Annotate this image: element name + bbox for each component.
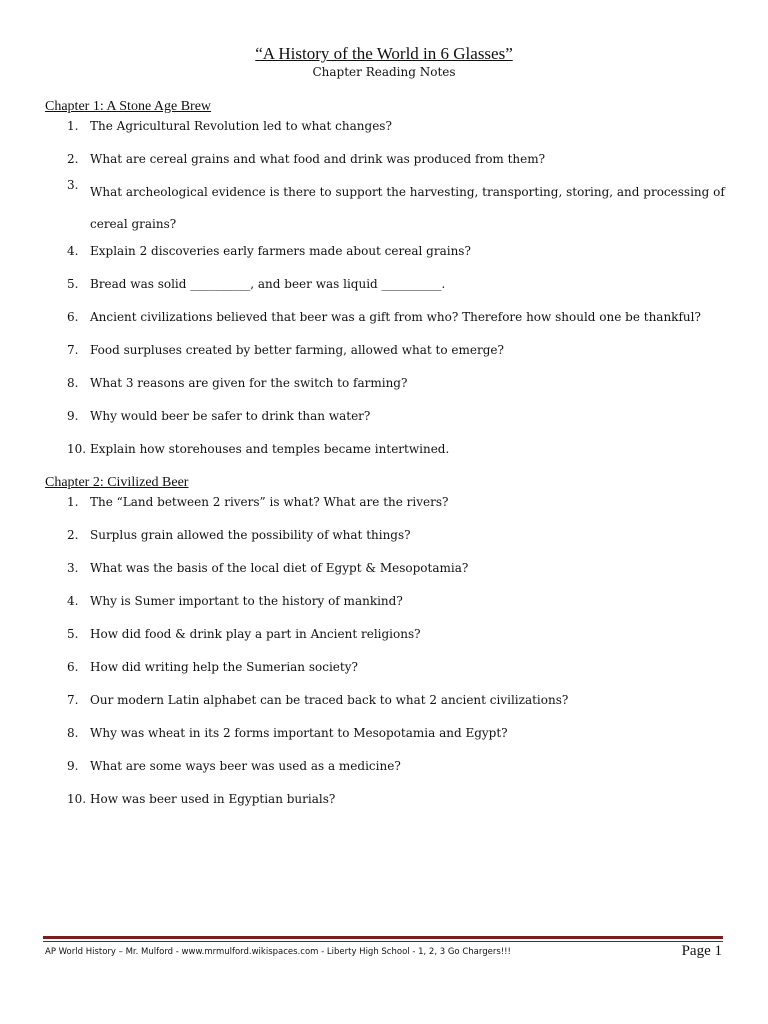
question-text: Bread was solid __________, and beer was liquid __________. <box>90 277 446 291</box>
page-number: Page 1 <box>681 943 722 959</box>
chapter-1-section <box>45 98 735 473</box>
question-number: 1. <box>67 119 79 133</box>
question-item <box>45 493 735 526</box>
question-number: 9. <box>67 759 79 773</box>
question-number: 7. <box>67 693 79 707</box>
question-number: 5. <box>67 627 79 641</box>
question-number: 7. <box>67 343 79 357</box>
question-item <box>45 242 735 275</box>
question-item <box>45 176 735 242</box>
question-number: 8. <box>67 376 79 390</box>
question-number: 6. <box>67 310 79 324</box>
question-item <box>45 341 735 374</box>
question-text: How did food & drink play a part in Ancient religions? <box>90 627 421 641</box>
question-item <box>45 592 735 625</box>
question-text: What are some ways beer was used as a medicine? <box>90 759 401 773</box>
question-number: 8. <box>67 726 79 740</box>
question-number: 5. <box>67 277 79 291</box>
chapter-1-heading: Chapter 1: A Stone Age Brew <box>45 99 212 114</box>
chapter-2-question-list <box>45 493 735 823</box>
question-text: The Agricultural Revolution led to what changes? <box>90 119 392 133</box>
chapter-2-heading: Chapter 2: Civilized Beer <box>45 475 189 490</box>
question-number: 6. <box>67 660 79 674</box>
question-number: 10. <box>67 792 87 806</box>
question-number: 2. <box>67 528 79 542</box>
question-item <box>45 757 735 790</box>
footer-divider-thin <box>43 941 723 942</box>
question-item <box>45 308 735 341</box>
footer-divider <box>43 936 723 939</box>
question-text: How was beer used in Egyptian burials? <box>90 792 336 806</box>
question-text: Explain 2 discoveries early farmers made about cereal grains? <box>90 244 471 258</box>
question-text: Why is Sumer important to the history of mankind? <box>90 594 403 608</box>
question-text: How did writing help the Sumerian society? <box>90 660 358 674</box>
question-text: Our modern Latin alphabet can be traced back to what 2 ancient civilizations? <box>90 693 569 707</box>
question-text: What are cereal grains and what food and drink was produced from them? <box>90 152 546 166</box>
chapter-1-question-list <box>45 117 735 473</box>
question-text: The “Land between 2 rivers” is what? What are the rivers? <box>90 495 449 509</box>
document-subtitle: Chapter Reading Notes <box>312 65 456 79</box>
question-item <box>45 117 735 150</box>
question-item <box>45 790 735 823</box>
question-number: 10. <box>67 442 87 456</box>
question-item <box>45 658 735 691</box>
question-number: 2. <box>67 152 79 166</box>
question-number: 9. <box>67 409 79 423</box>
question-item <box>45 625 735 658</box>
question-text: What archeological evidence is there to support the harvesting, transporting, storing, and processing of cereal grains? <box>90 185 725 231</box>
question-item <box>45 407 735 440</box>
question-number: 4. <box>67 594 79 608</box>
question-number: 4. <box>67 244 79 258</box>
question-text: Food surpluses created by better farming, allowed what to emerge? <box>90 343 504 357</box>
question-text: Why would beer be safer to drink than water? <box>90 409 371 423</box>
question-text: Why was wheat in its 2 forms important to Mesopotamia and Egypt? <box>90 726 508 740</box>
footer-text: AP World History – Mr. Mulford - www.mrmulford.wikispaces.com - Liberty High School - 1, 2, 3 Go Chargers!!! <box>45 947 511 957</box>
question-item <box>45 275 735 308</box>
question-text: What 3 reasons are given for the switch to farming? <box>90 376 408 390</box>
question-item <box>45 724 735 757</box>
question-text: Surplus grain allowed the possibility of what things? <box>90 528 411 542</box>
question-number: 1. <box>67 495 79 509</box>
question-item <box>45 559 735 592</box>
chapter-2-section <box>45 474 735 823</box>
question-text: Explain how storehouses and temples became intertwined. <box>90 442 450 456</box>
question-item <box>45 526 735 559</box>
question-number: 3. <box>67 561 79 575</box>
question-number: 3. <box>67 178 79 192</box>
question-item <box>45 440 735 473</box>
question-text: What was the basis of the local diet of Egypt & Mesopotamia? <box>90 561 469 575</box>
question-text: Ancient civilizations believed that beer was a gift from who? Therefore how should one be thankful? <box>90 310 701 324</box>
question-item <box>45 374 735 407</box>
question-item <box>45 691 735 724</box>
document-title: “A History of the World in 6 Glasses” <box>255 44 513 63</box>
